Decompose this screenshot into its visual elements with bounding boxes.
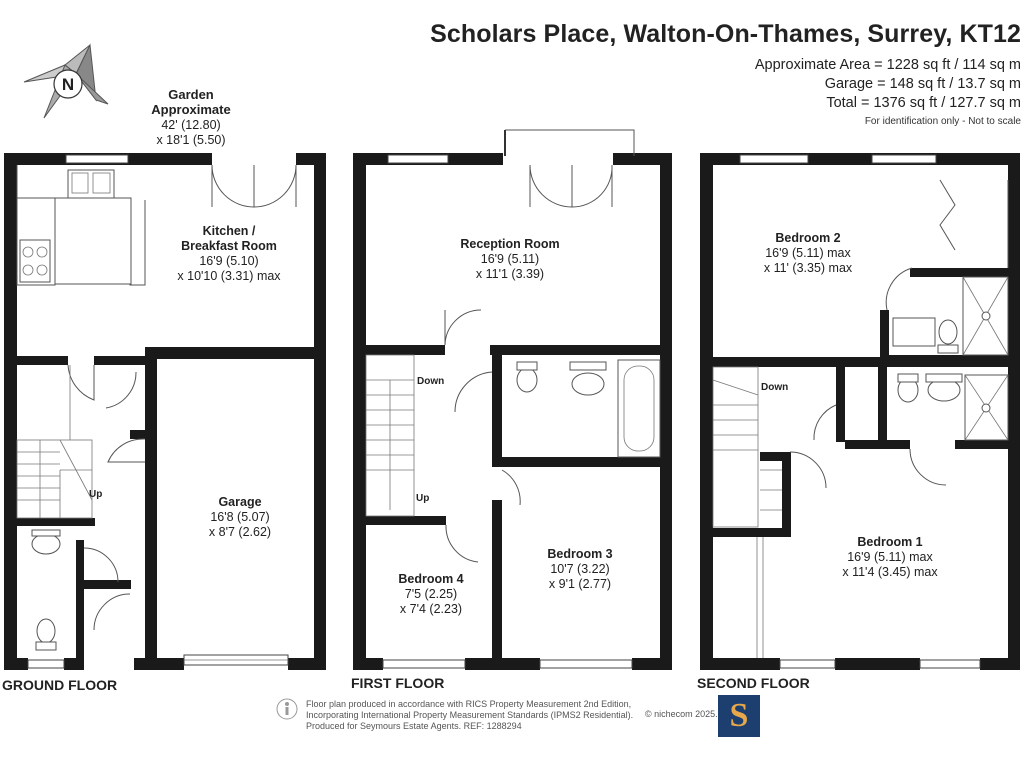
kitchen-name-2: Breakfast Room — [181, 239, 277, 253]
bedroom1-dim-1: 16'9 (5.11) max — [847, 550, 933, 564]
garage-dim-1: 16'8 (5.07) — [210, 510, 270, 524]
compass-north-letter: N — [61, 75, 75, 94]
first-stairs-up: Up — [416, 493, 430, 504]
bedroom3-dim-2: x 9'1 (2.77) — [548, 577, 612, 591]
first-stairs-down: Down — [417, 376, 445, 387]
second-stairs-down: Down — [761, 382, 789, 393]
property-title: Scholars Place, Walton-On-Thames, Surrey, KT12 — [430, 20, 1021, 48]
approximate-area: Approximate Area = 1228 sq ft / 114 sq m — [754, 57, 1021, 73]
scale-note: For identification only - Not to scale — [864, 116, 1021, 127]
garden-dim-1: 42' (12.80) — [161, 118, 221, 132]
total-area: Total = 1376 sq ft / 127.7 sq m — [826, 95, 1021, 111]
bedroom3-name: Bedroom 3 — [547, 547, 613, 561]
footer-line-1: Floor plan produced in accordance with RICS Property Measurement 2nd Edition, — [306, 699, 632, 709]
bedroom1-name: Bedroom 1 — [857, 535, 923, 549]
compass-icon — [24, 45, 108, 118]
reception-dim-2: x 11'1 (3.39) — [475, 267, 545, 281]
kitchen-dim-2: x 10'10 (3.31) max — [177, 269, 281, 283]
bedroom3-dim-1: 10'7 (3.22) — [550, 562, 610, 576]
first-floor-plan — [353, 130, 672, 670]
seymours-logo: S — [718, 695, 760, 737]
bedroom4-name: Bedroom 4 — [398, 572, 464, 586]
garage-dim-2: x 8'7 (2.62) — [208, 525, 272, 539]
second-floor-plan — [700, 153, 1020, 670]
bedroom2-name: Bedroom 2 — [775, 231, 841, 245]
bedroom2-dim-1: 16'9 (5.11) max — [765, 246, 851, 260]
rics-stamp-icon — [276, 698, 298, 720]
footer-copyright: © nichecom 2025. — [645, 709, 718, 719]
kitchen-dim-1: 16'9 (5.10) — [199, 254, 259, 268]
reception-name: Reception Room — [460, 237, 560, 251]
garage-area: Garage = 148 sq ft / 13.7 sq m — [824, 76, 1021, 92]
ground-floor-label: GROUND FLOOR — [2, 677, 118, 693]
footer-line-2: Incorporating International Property Measurement Standards (IPMS2 Residential). — [306, 710, 634, 720]
bedroom1-dim-2: x 11'4 (3.45) max — [842, 565, 938, 579]
bedroom4-dim-2: x 7'4 (2.23) — [399, 602, 463, 616]
ground-floor-plan — [4, 153, 326, 688]
garage-name: Garage — [218, 495, 262, 509]
ground-stairs-up: Up — [89, 489, 103, 500]
first-floor-label: FIRST FLOOR — [351, 675, 445, 691]
garden-label: Garden — [168, 87, 214, 102]
footer-line-3: Produced for Seymours Estate Agents. REF: 1288294 — [306, 721, 522, 731]
bedroom2-dim-2: x 11' (3.35) max — [763, 261, 853, 275]
garden-dim-2: x 18'1 (5.50) — [156, 133, 226, 147]
kitchen-name-1: Kitchen / — [202, 224, 256, 238]
reception-dim-1: 16'9 (5.11) — [480, 252, 540, 266]
footer-legal — [306, 699, 633, 732]
bedroom4-dim-1: 7'5 (2.25) — [404, 587, 458, 601]
garden-approximate: Approximate — [151, 102, 231, 117]
second-floor-label: SECOND FLOOR — [697, 675, 810, 691]
